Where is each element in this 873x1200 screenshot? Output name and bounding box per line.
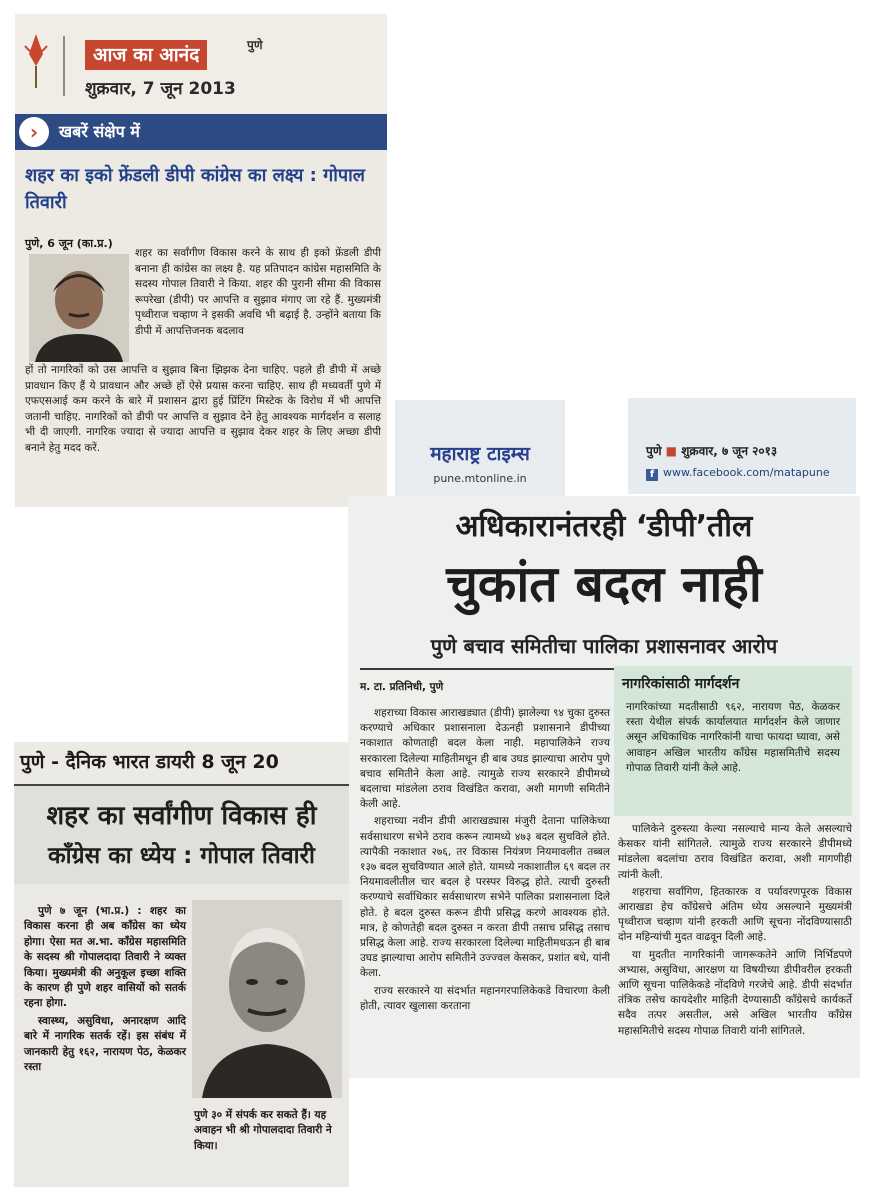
edition-city: पुणे	[247, 38, 263, 52]
byline: म. टा. प्रतिनिधी, पुणे	[360, 681, 444, 693]
headline-line-2: चुकांत बदल नाही	[446, 555, 762, 613]
headline-line-2: कॉंग्रेस का ध्येय : गोपाल तिवारी	[47, 843, 316, 869]
newspaper-brand: महाराष्ट्र टाइम्स	[430, 443, 530, 465]
pen-nib-logo-icon	[23, 32, 49, 92]
paragraph: शहराचा सर्वांगिण, हितकारक व पर्यावरणपूरक विकास आराखडा हेच काँग्रेसचे अंतिम ध्येय असल्याने मुख्यमंत्री पृथ्वीराज चव्हाण यांनी हरकती आणि सूचना नोंदविण्यासाठी दोन महिन्यांची मुदत वाढवून दिली आहे.	[618, 885, 852, 944]
article-headline: शहर का इको फ्रेंडली डीपी कांग्रेस का लक्ष्य : गोपाल तिवारी	[25, 165, 365, 213]
clipping-dainik-bharat-diary	[14, 742, 349, 1187]
article-body: हों तो नागरिकों को उस आपत्ति व सुझाव बिना झिझक देना चाहिए. पहले ही डीपी में अच्छे प्रावधान किए हैं ये प्रावधान और अच्छे हों ऐसे प्रयास करना चाहिए. साथ ही मध्यवर्ती पुणे में एफएसआई कम करने के बारे में प्रशासन द्वारा हुई प्रिंटिंग मिस्टेक के विरोध में भी आपत्ति जतानी चाहिए. नागरिकों को डीपी पर आपत्ति व सुझाव देने हेतु आवश्यक मार्गदर्शन व सलाह भी दी जाएगी. नागरिक ज्यादा से ज्यादा आपत्ति व सुझाव देकर शहर के लिए अच्छा डीपी बनाने हेतु मदद करें.	[25, 364, 381, 454]
facebook-link-row	[646, 466, 830, 481]
divider	[63, 36, 65, 96]
headline-banner	[14, 786, 349, 884]
author-portrait	[29, 254, 129, 362]
article-column-1	[360, 706, 610, 1016]
newspaper-url: pune.mtonline.in	[433, 472, 527, 485]
headline-line-1: अधिकारानंतरही ‘डीपी’तील	[455, 509, 753, 544]
facebook-icon: f	[646, 469, 658, 481]
article-column-2: पुणे ३० में संपर्क कर सकते हैं। यह अवाहन भी श्री गोपालदादा तिवारी ने किया।	[194, 1109, 332, 1152]
masthead	[14, 742, 349, 786]
dateline: पुणे, 6 जून (का.प्र.)	[25, 237, 113, 250]
article-lead: शहर का सर्वांगीण विकास करने के साथ ही इको फ्रेंडली डीपी बनाना ही कांग्रेस का लक्ष्य है. यह प्रतिपादन कांग्रेस महासमिति के सदस्य गोपाल तिवारी ने किया. शहर की पुरानी सीमा की विकास रूपरेखा (डीपी) पर आपत्ति व सुझाव मंगाए जा रहे हैं. मुख्यमंत्री पृथ्वीराज चव्हाण ने इसकी अवधि भी बढ़ाई है. उन्होंने बताया कि डीपी में आपत्तिजनक बदलाव	[135, 247, 381, 337]
paragraph: शहराच्या विकास आराखड्यात (डीपी) झालेल्या ९४ चुका दुरुस्त करण्याचे अधिकार प्रशासनाला देऊनही प्रशासनाने डीपीच्या नकाशात कोणताही बदल केला नाही. महापालिकेने राज्य सरकारला दिलेल्या माहितीमधून ही बाब उघड झाल्याचा आरोप पुणे बचाव समितीने केला आहे. त्यामुळे राज्य सरकारने डीपीमध्ये बदलाचा मांडलेला ठराव विखंडित करावा, अशी मागणी समितीने केली आहे.	[360, 707, 610, 811]
issue-date: शुक्रवार, ७ जून २०१३	[681, 444, 778, 458]
author-portrait	[192, 900, 342, 1098]
clipping-maharashtra-times-article	[348, 496, 860, 1078]
paragraph: शहराच्या नवीन डीपी आराखड्यास मंजुरी देताना पालिकेच्या सर्वसाधारण सभेने ठराव करून त्यामध्ये ४७३ बदल सुचविले होते. त्यापैकी नकाशात २७६, तर विकास नियंत्रण नियमावलीत तब्बल १३७ बदल सुचविण्यात आले होते. यामध्ये नकाशातील ६९ बदल तर नियमावलीतील चार बदल हे परस्पर विरुद्ध होते. त्याची दुरुस्ती करण्याचे सर्वाधिकार सर्वसाधारण सभेने पालिका प्रशासनाला दिले होते. हे बदल दुरुस्त करून डीपी प्रसिद्ध करणे आवश्यक होते. मात्र, हे कोणतेही बदल दुरुस्त न करता डीपी तसाच प्रसिद्ध तसाच प्रसिद्ध केला आहे. राज्य सरकारला दिलेल्या माहितीमधऊन ही बाब उघड झाल्याचा आरोप समितीने उज्ज्वल केसकर, प्रशांत बधे, यांनी केला.	[360, 815, 610, 980]
edition-date	[646, 442, 777, 459]
edition-city: पुणे	[646, 444, 662, 458]
issue-date: शुक्रवार, 7 जून 2013	[85, 79, 236, 99]
newspaper-brand: आज का आनंद	[85, 40, 207, 70]
section-label: खबरें संक्षेप में	[59, 122, 140, 141]
section-band	[15, 114, 387, 150]
article-column-2	[618, 822, 852, 1041]
clipping-aaj-ka-anand	[15, 14, 387, 507]
article-column-1	[24, 904, 186, 1077]
headline-line-1: शहर का सर्वांगीण विकास ही	[46, 801, 317, 831]
paragraph: पुणे ७ जून (भा.प्र.) : शहर का विकास करना ही अब कॉंग्रेस का ध्येय होगा। ऐसा मत अ.भा. कॉंग्रेस महासमिति के सदस्य श्री गोपालदादा तिवारी ने व्यक्त किया। मुख्यमंत्री की अनुकूल इच्छा शक्ति के कारण ही पुणे शहर वासियों को सतर्क रहना होगा.	[24, 905, 186, 1010]
subheadline: पुणे बचाव समितीचा पालिका प्रशासनावर आरोप	[430, 634, 778, 658]
sidebar-box	[614, 666, 852, 816]
sidebar-box-text: नागरिकांच्या मदतीसाठी ९६२, नारायण पेठ, केळकर रस्ता येथील संपर्क कार्यालयात मार्गदर्शन केले जाणार असून अधिकाधिक नागरिकांनी याचा फायदा घ्यावा, असे आवाहन अखिल भारतीय काँग्रेस महासमितीचे सदस्य गोपाळ तिवारी यांनी केले आहे.	[626, 701, 840, 774]
chevron-right-icon: ›	[19, 117, 49, 147]
paragraph: या मुदतीत नागरिकांनी जागरूकतेने आणि निर्भिडपणे अभ्यास, असुविधा, आरक्षण या विषयीच्या डीपीवरील हरकती आणि सूचना पालिकेकडे नोंदविणे गरजेचे आहे. डीपी संदर्भात तंत्रिक तसेच कायदेशीर माहिती देण्यासाठी काँग्रेसचे कार्यकर्ते सदैव तत्पर असतील, असे अखिल भारतीय काँग्रेस महासमितीचे सदस्य गोपाळ तिवारी यांनी सांगितले.	[618, 948, 852, 1037]
masthead	[15, 14, 387, 117]
masthead-text: पुणे - दैनिक भारत डायरी 8 जून 20	[20, 751, 279, 773]
paragraph: पालिकेने दुरुस्त्या केल्या नसल्याचे मान्य केले असल्याचे केसकर यांनी सांगितले. त्यामुळे राज्य सरकारने डीपीमध्ये मांडलेला बदलांचा ठराव विखंडित करावा, अशी मागणीही त्यांनी केली.	[618, 823, 852, 881]
clipping-maharashtra-times-logo	[395, 400, 565, 496]
article-body-area	[14, 884, 349, 1187]
paragraph: राज्य सरकारने या संदर्भात महानगरपालिकेकडे विचारणा केली होती, त्यावर खुलासा करताना	[360, 984, 610, 1012]
bullet-square-icon: ■	[661, 444, 682, 458]
sidebar-box-title: नागरिकांसाठी मार्गदर्शन	[622, 676, 740, 692]
clipping-date-strip	[628, 398, 856, 494]
facebook-url: www.facebook.com/matapune	[663, 466, 830, 479]
paragraph: स्वास्थ्य, असुविधा, अनारक्षण आदि बारे में नागरिक सतर्क रहें। इस संबंध में जानकारी हेतु १६२, नारायण पेठ, केळकर रस्ता	[24, 1014, 186, 1074]
